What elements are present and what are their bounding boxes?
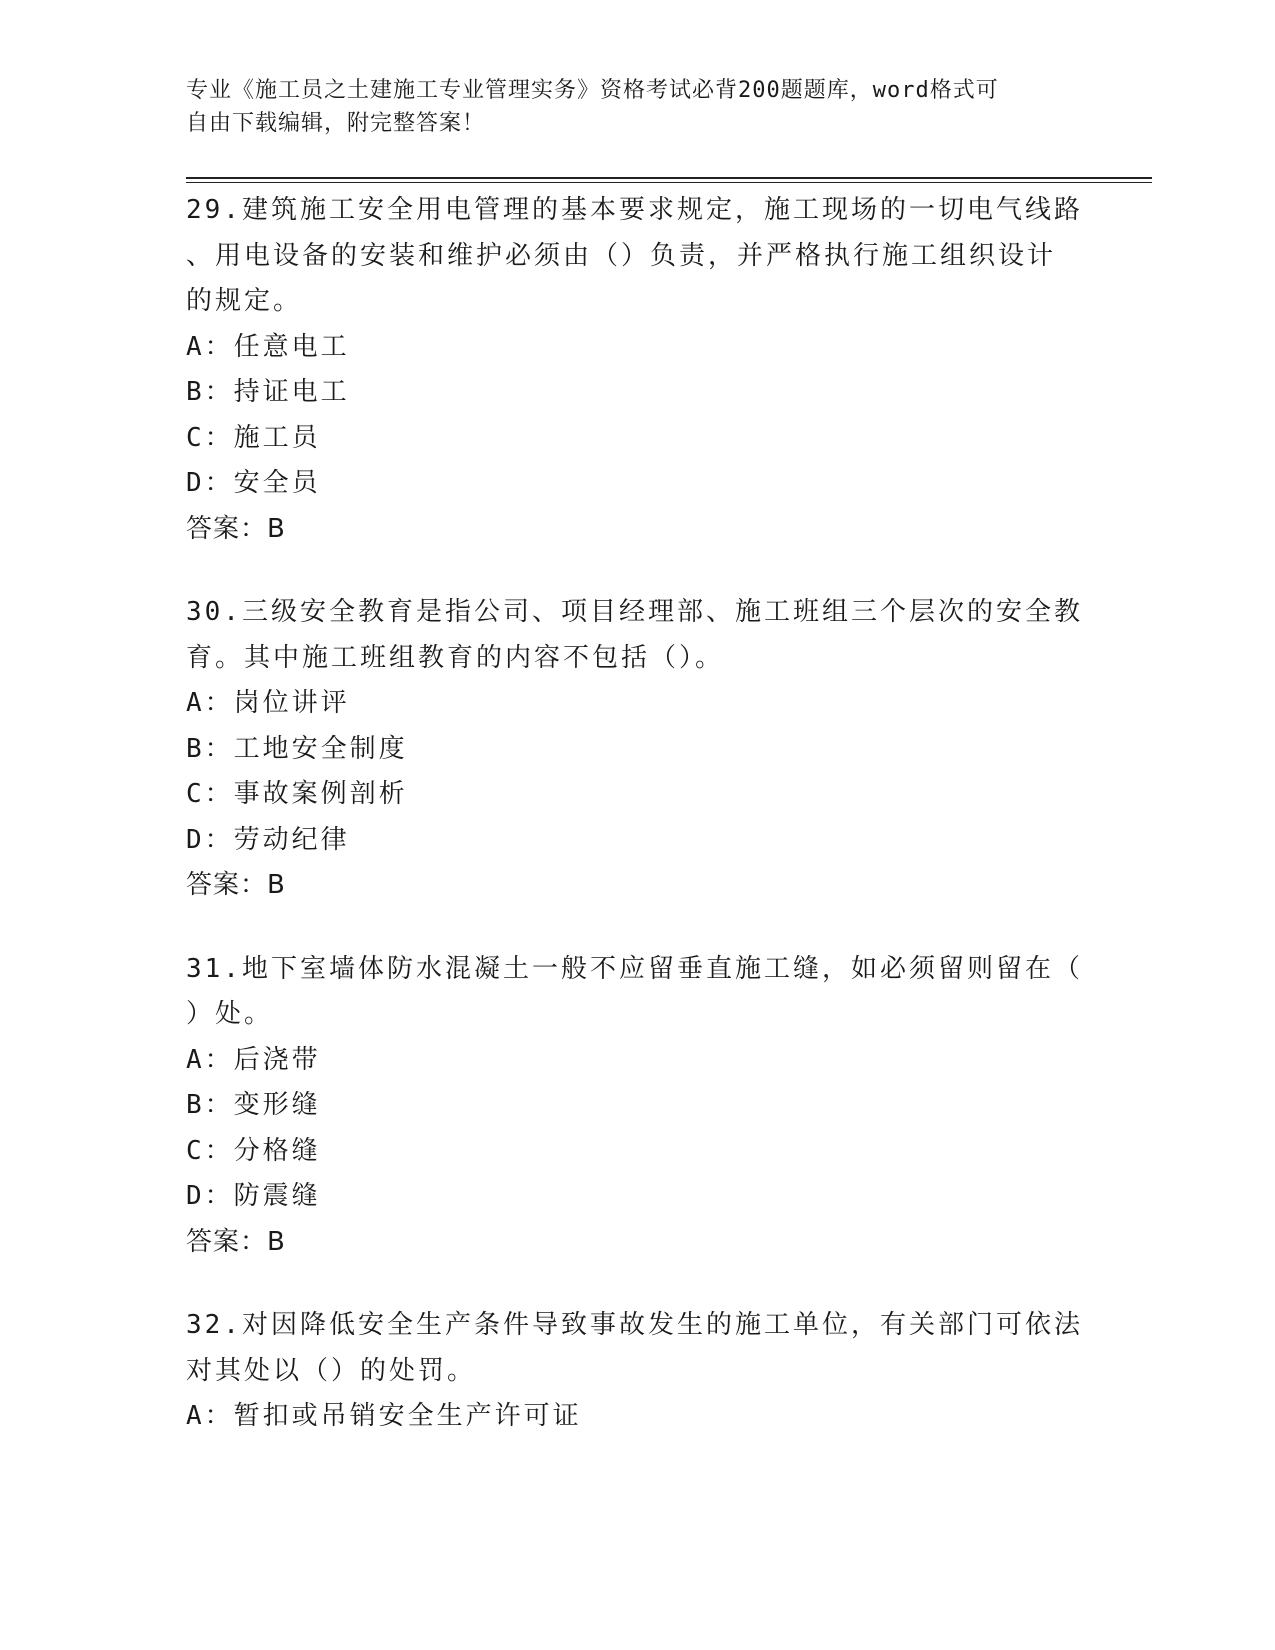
option-b: B：变形缝: [186, 1090, 321, 1120]
question-30: [186, 590, 1086, 909]
question-stem-line: 32.对因降低安全生产条件导致事故发生的施工单位，有关部门可依法: [186, 1310, 1083, 1340]
option-d: D：防震缝: [186, 1181, 321, 1211]
option-a: A：后浇带: [186, 1044, 321, 1075]
question-stem-line: 对其处以（）的处罚。: [186, 1355, 477, 1386]
option-a: A：任意电工: [186, 331, 350, 362]
option-c: C：事故案例剖析: [186, 779, 408, 809]
option-a: A：暂扣或吊销安全生产许可证: [186, 1401, 582, 1431]
question-list: [186, 188, 1086, 1478]
answer: 答案：B: [186, 1226, 286, 1257]
question-31: [186, 947, 1086, 1266]
answer: 答案：B: [186, 870, 286, 900]
option-d: D：安全员: [186, 468, 321, 498]
question-stem-line: 29.建筑施工安全用电管理的基本要求规定，施工现场的一切电气线路: [186, 195, 1083, 225]
header-divider-thick: [186, 177, 1152, 179]
question-stem-line: 的规定。: [186, 286, 303, 316]
header-divider-thin: [186, 182, 1152, 183]
option-c: C：分格缝: [186, 1135, 321, 1166]
option-d: D：劳动纪律: [186, 824, 350, 855]
question-stem-line: 育。其中施工班组教育的内容不包括（）。: [186, 642, 725, 673]
question-32: [186, 1303, 1086, 1440]
question-stem-line: 31.地下室墙体防水混凝土一般不应留垂直施工缝，如必须留则留在（: [186, 953, 1083, 984]
option-b: B：工地安全制度: [186, 733, 408, 764]
question-stem-line: 30.三级安全教育是指公司、项目经理部、施工班组三个层次的安全教: [186, 597, 1083, 627]
question-stem-line: ）处。: [186, 999, 274, 1029]
question-29: [186, 188, 1086, 552]
answer: 答案：B: [186, 513, 286, 544]
option-b: B：持证电工: [186, 377, 350, 407]
header-line-2: 自由下载编辑，附完整答案！: [186, 111, 486, 136]
header-line-1: 专业《施工员之土建施工专业管理实务》资格考试必背200题题库，word格式可: [186, 78, 999, 103]
question-stem-line: 、用电设备的安装和维护必须由（）负责，并严格执行施工组织设计: [186, 240, 1057, 271]
document-header: [186, 74, 1066, 140]
option-a: A：岗位讲评: [186, 688, 350, 718]
option-c: C：施工员: [186, 422, 321, 453]
